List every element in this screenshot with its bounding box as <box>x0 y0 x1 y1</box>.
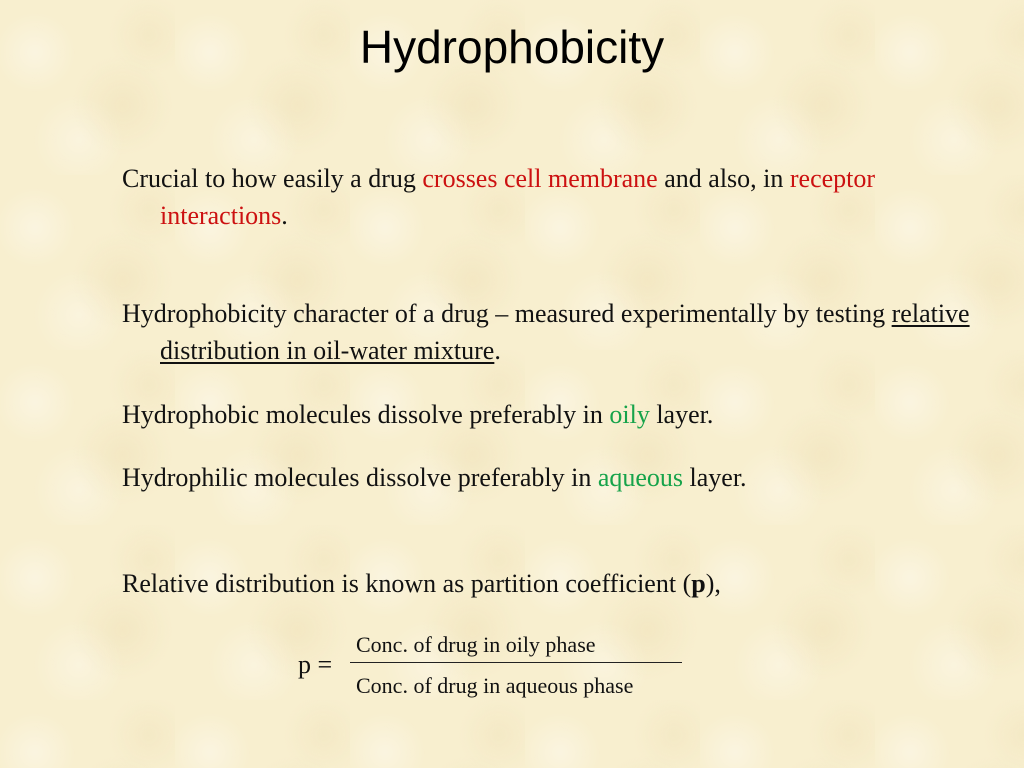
paragraph-hydrophobic <box>122 396 1000 433</box>
text: ), <box>705 569 721 598</box>
text: Relative distribution is known as partition coefficient ( <box>122 569 692 598</box>
fraction-bar <box>350 662 682 663</box>
text: layer. <box>649 400 714 429</box>
fraction <box>350 630 682 701</box>
slide-title: Hydrophobicity <box>359 21 665 73</box>
paragraph-membrane <box>122 160 1000 234</box>
highlight-crosses-cell-membrane: crosses cell membrane <box>422 164 658 193</box>
highlight-oily: oily <box>609 400 650 429</box>
symbol-p: p <box>691 569 706 598</box>
formula-lhs: p = <box>298 650 333 679</box>
text: Hydrophobicity character of a drug – measured experimentally by testing <box>122 299 892 328</box>
text: . <box>494 336 501 365</box>
highlight-aqueous: aqueous <box>597 463 684 492</box>
underlined-relative-distribution: relative distribution in oil-water mixture <box>160 299 970 365</box>
fraction-numerator: Conc. of drug in oily phase <box>356 632 596 657</box>
paragraph-measurement <box>122 295 1000 369</box>
text: and also, in <box>657 164 790 193</box>
fraction-denominator: Conc. of drug in aqueous phase <box>356 673 634 698</box>
text: Crucial to how easily a drug <box>122 164 423 193</box>
highlight-receptor-interactions: receptor interactions <box>160 164 876 230</box>
paragraph-partition-coefficient <box>122 565 1000 602</box>
paragraph-hydrophilic <box>122 459 1000 496</box>
text: Hydrophobic molecules dissolve preferably in <box>122 400 610 429</box>
text: Hydrophilic molecules dissolve preferably in <box>122 463 598 492</box>
text: layer. <box>683 463 747 492</box>
text: . <box>281 201 288 230</box>
